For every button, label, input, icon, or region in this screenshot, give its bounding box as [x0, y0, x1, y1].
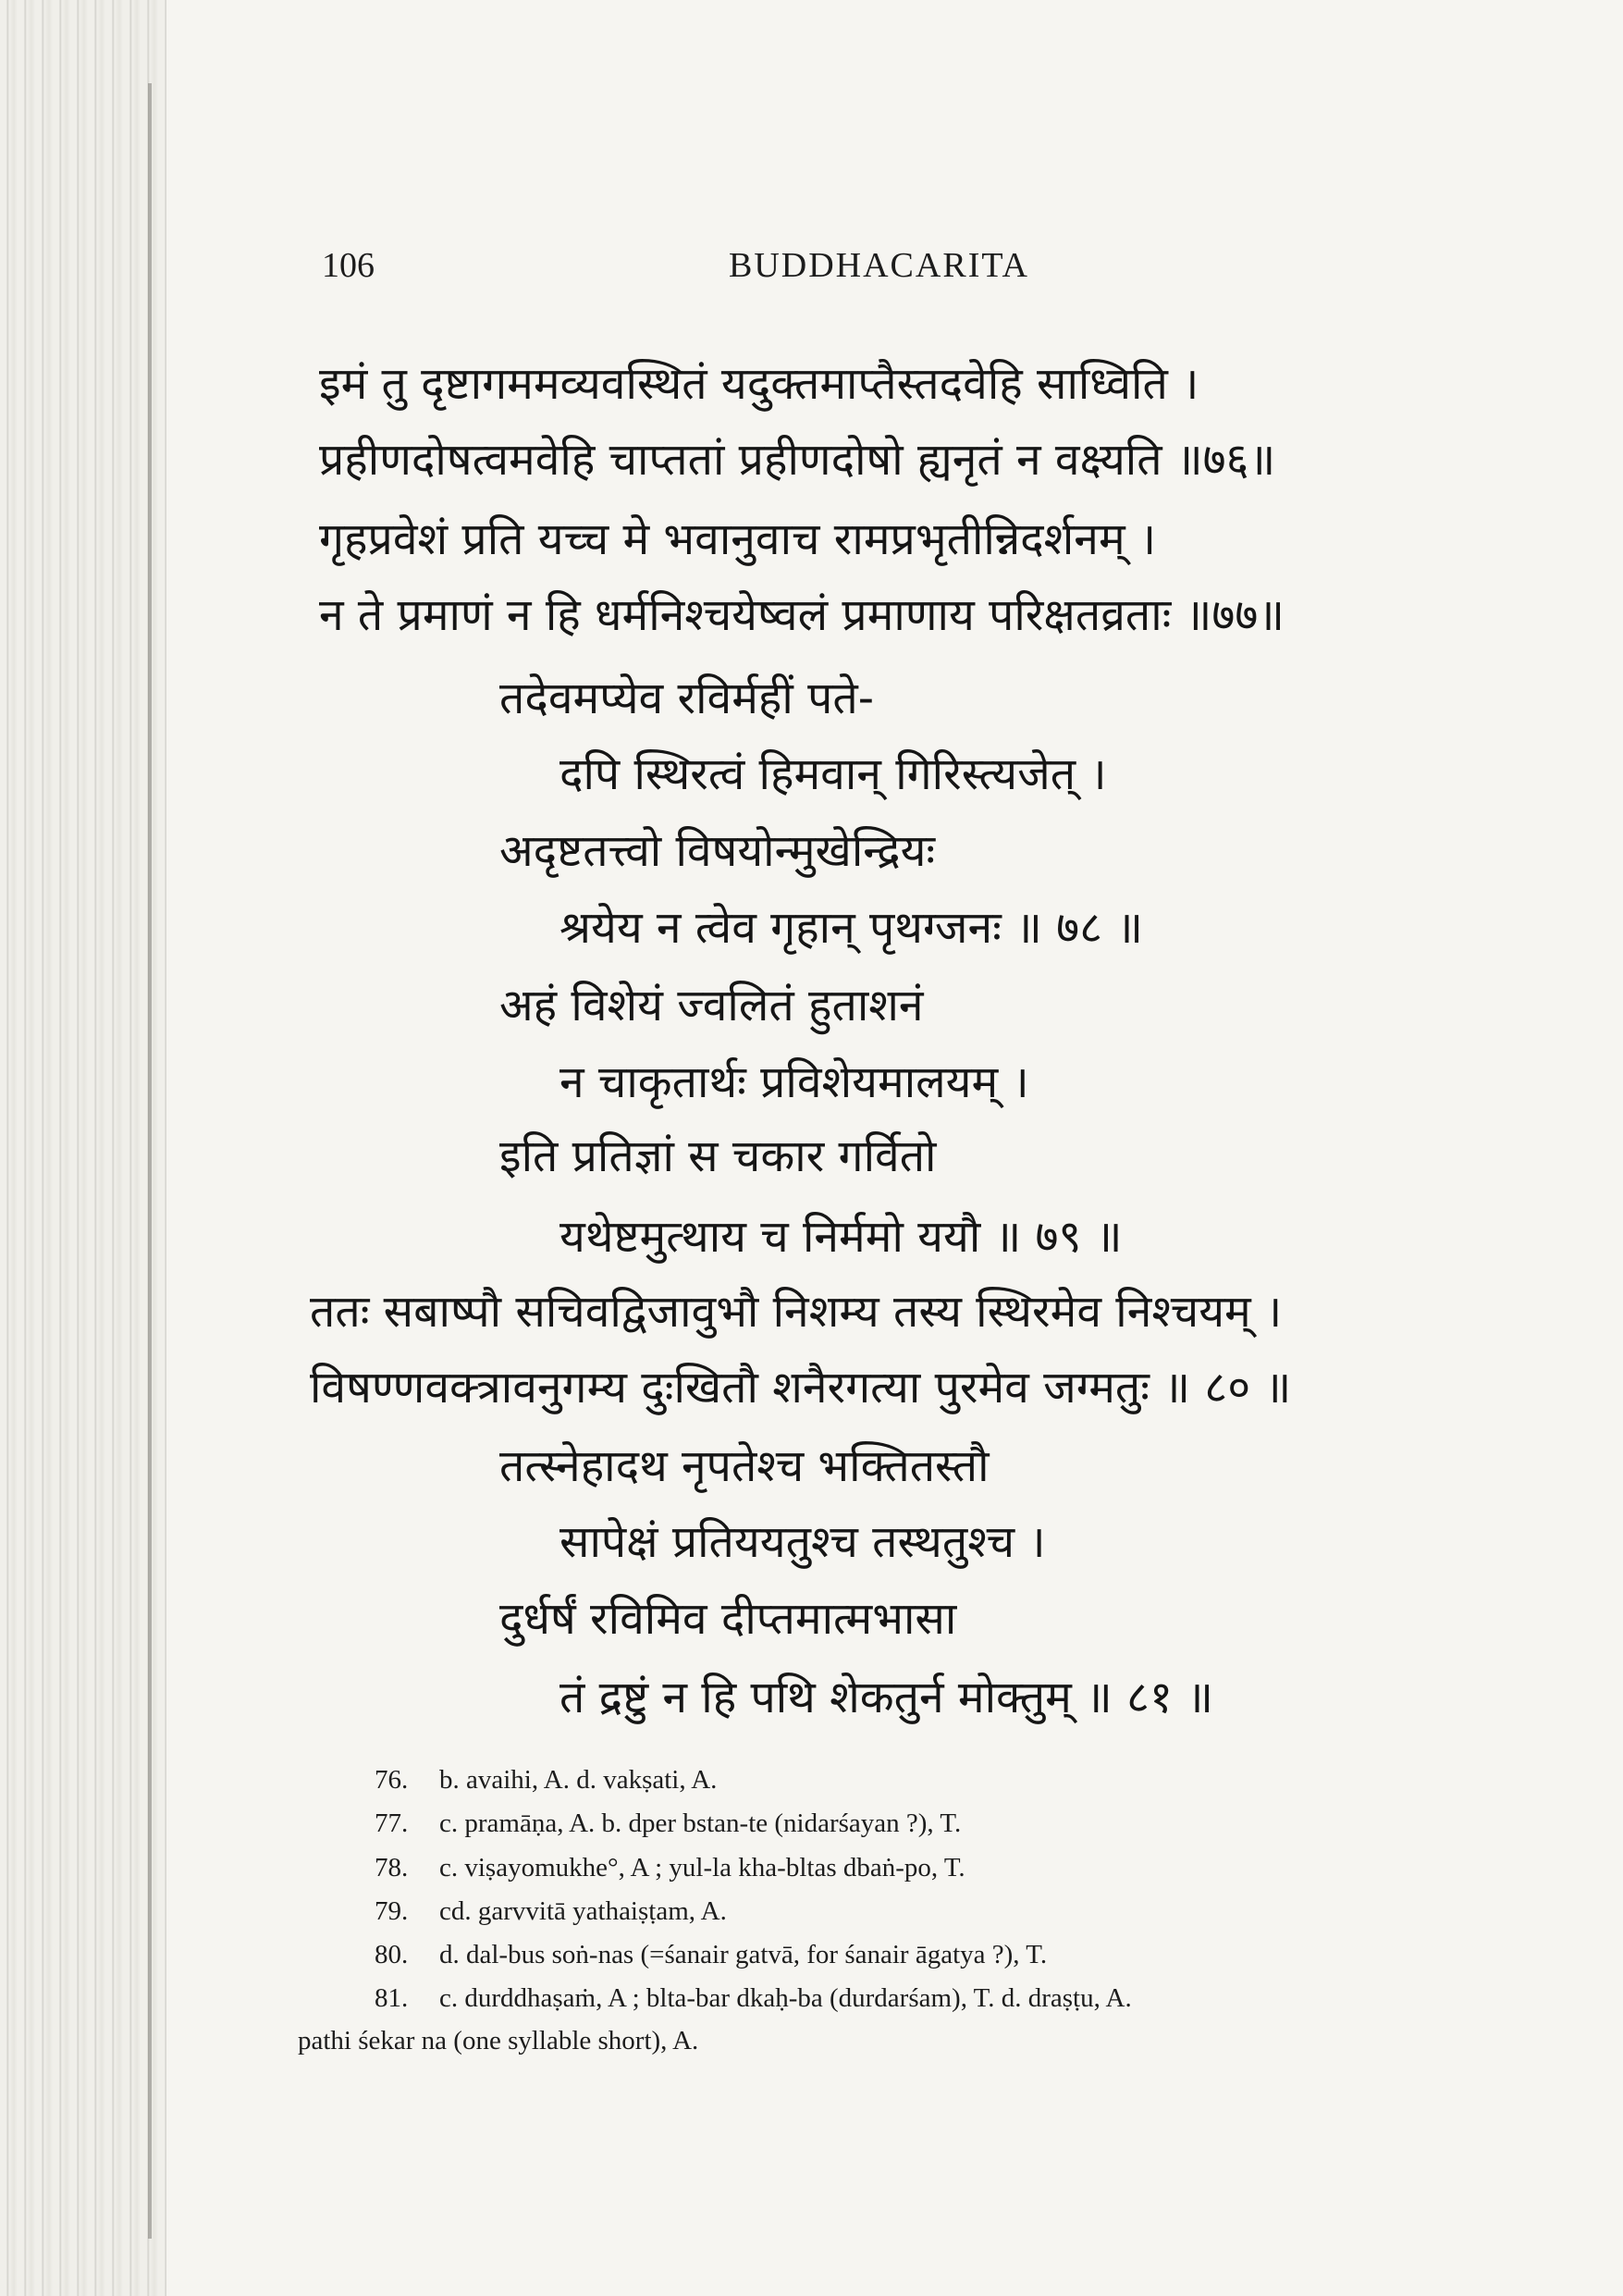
footnote-text: b. avaihi, A. d. vakṣati, A.	[439, 1765, 718, 1795]
footnote-text: c. pramāṇa, A. b. dper bstan-te (nidarśayan ?), T.	[439, 1808, 962, 1838]
footnote-text: c. viṣayomukhe°, A ; yul-la kha-bltas dbaṅ-po, T.	[439, 1853, 965, 1882]
verse-line: तत्स्नेहादथ नृपतेश्च भक्तितस्तौ	[499, 1440, 990, 1492]
footnote	[375, 1940, 1047, 1970]
footnote-number: 77.	[375, 1808, 409, 1838]
footnote-text: d. dal-bus soṅ-nas (=śanair gatvā, for śanair āgatya ?), T.	[439, 1940, 1048, 1969]
footnote	[375, 1853, 965, 1883]
footnote	[375, 1808, 961, 1839]
verse-line: इति प्रतिज्ञां स चकार गर्वितो	[499, 1130, 937, 1182]
verse-line: तं द्रष्टुं न हि पथि शेकतुर्न मोक्तुम् ॥ ८१ ॥	[559, 1672, 1213, 1723]
verse-line: तदेवमप्येव रविर्महीं पते-	[499, 673, 875, 724]
verse-line: अदृष्टतत्त्वो विषयोन्मुखेन्द्रियः	[499, 825, 936, 877]
footnote-number: 79.	[375, 1896, 409, 1926]
verse-line: अहं विशेयं ज्वलितं हुताशनं	[499, 980, 924, 1031]
footnote-number: 78.	[375, 1853, 409, 1882]
verse-line: इमं तु दृष्टागममव्यवस्थितं यदुक्तमाप्तैस्तदवेहि साध्विति ।	[319, 358, 1199, 410]
verse-line: ततः सबाष्पौ सचिवद्विजावुभौ निशम्य तस्य स्थिरमेव निश्चयम् ।	[310, 1286, 1283, 1338]
verse-line: सापेक्षं प्रतिययतुश्च तस्थतुश्च ।	[559, 1516, 1046, 1568]
footnote-continuation: pathi śekar na (one syllable short), A.	[298, 2026, 699, 2055]
book-spine-shadow	[0, 0, 166, 2296]
verse-line: दुर्धर्षं रविमिव दीप्तमात्मभासा	[499, 1593, 957, 1645]
page-gutter-edge	[148, 83, 152, 2239]
footnote-number: 80.	[375, 1940, 409, 1969]
verse-line: प्रहीणदोषत्वमवेहि चाप्ततां प्रहीणदोषो ह्यनृतं न वक्ष्यति ॥७६॥	[319, 434, 1276, 486]
page-number: 106	[322, 246, 375, 285]
footnote	[375, 1896, 727, 1927]
verse-line: न ते प्रमाणं न हि धर्मनिश्चयेष्वलं प्रमाणाय परिक्षतव्रताः ॥७७॥	[319, 589, 1285, 641]
verse-line: यथेष्टमुत्थाय च निर्ममो ययौ ॥ ७९ ॥	[559, 1211, 1123, 1263]
footnote-number: 81.	[375, 1983, 409, 2013]
footnote	[375, 1765, 717, 1796]
footnote-text: c. durddhaṣaṁ, A ; blta-bar dkaḥ-ba (durdarśam), T. d. draṣṭu, A.	[439, 1983, 1132, 2013]
footnote-number: 76.	[375, 1765, 409, 1795]
verse-line: दपि स्थिरत्वं हिमवान् गिरिस्त्यजेत् ।	[559, 748, 1107, 800]
footnote	[375, 1983, 1132, 2014]
verse-line: श्रयेय न त्वेव गृहान् पृथग्जनः ॥ ७८ ॥	[559, 902, 1144, 954]
running-title: BUDDHACARITA	[729, 246, 1029, 285]
verse-line: न चाकृतार्थः प्रविशेयमालयम् ।	[559, 1056, 1029, 1108]
page-header	[322, 245, 1441, 291]
verse-line: गृहप्रवेशं प्रति यच्च मे भवानुवाच रामप्रभृतीन्निदर्शनम् ।	[319, 513, 1157, 565]
footnote-text: cd. garvvitā yathaiṣṭam, A.	[439, 1896, 727, 1926]
verse-line: विषण्णवक्त्रावनुगम्य दुःखितौ शनैरगत्या पुरमेव जग्मतुः ॥ ८० ॥	[310, 1362, 1292, 1413]
